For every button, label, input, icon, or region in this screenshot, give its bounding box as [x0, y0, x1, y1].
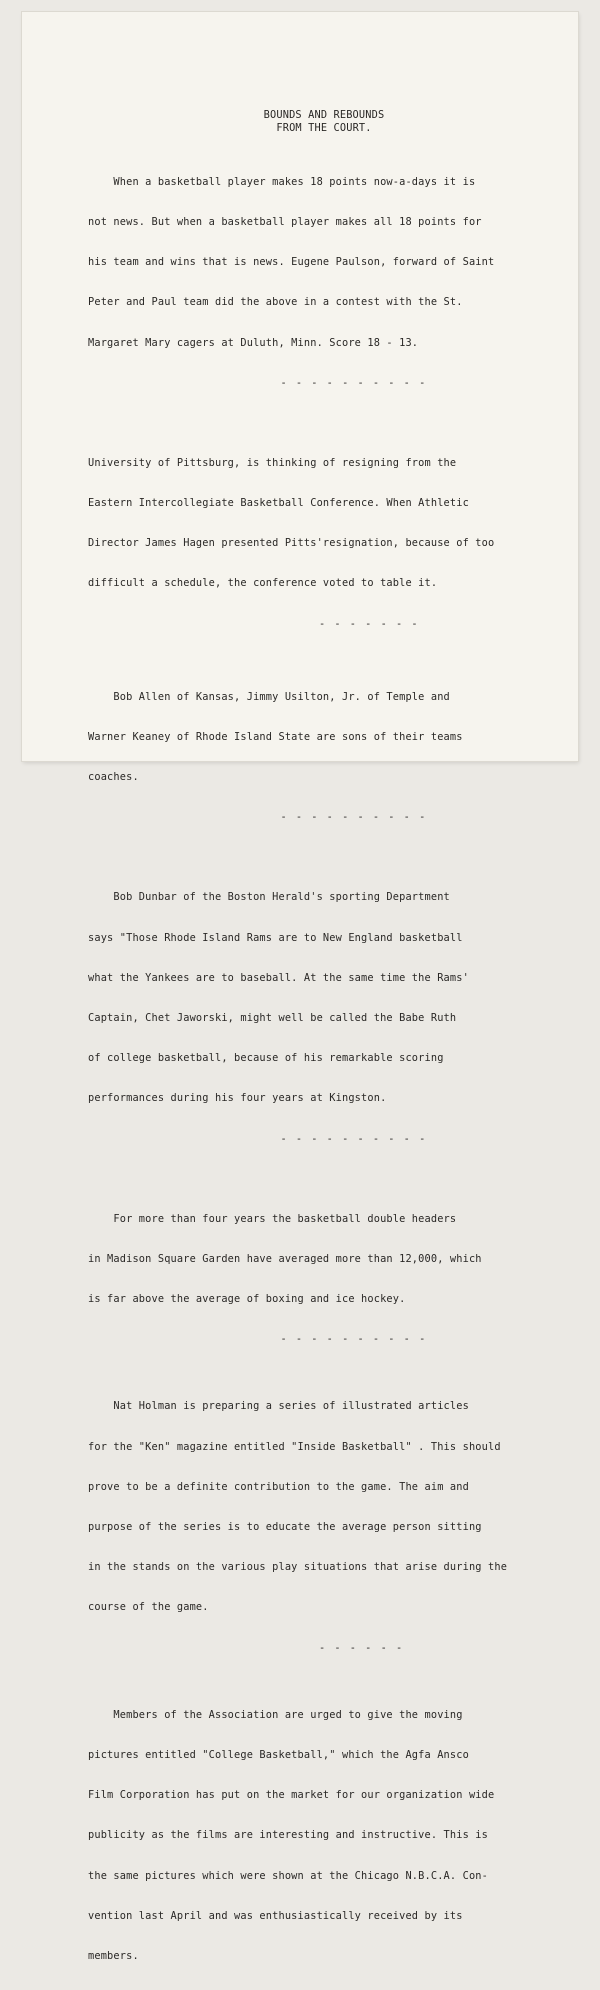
text-line: Members of the Association are urged to give the moving — [88, 1708, 463, 1721]
paragraph-pittsburg — [88, 430, 568, 658]
text-line: members. — [88, 1950, 139, 1963]
paragraph-rhode-island-rams — [88, 865, 568, 1173]
text-line: performances during his four years at Kingston. — [88, 1092, 387, 1105]
paragraph-paulson — [88, 149, 568, 417]
text-line: pictures entitled "College Basketball," which the Agfa Ansco — [88, 1748, 469, 1761]
text-line: Bob Allen of Kansas, Jimmy Usilton, Jr. of Temple and — [88, 690, 450, 703]
text-line: Film Corporation has put on the market for our organization wide — [88, 1789, 495, 1802]
text-line: For more than four years the basketball double headers — [88, 1212, 457, 1225]
text-line: Margaret Mary cagers at Duluth, Minn. Score 18 - 13. — [88, 336, 419, 349]
dash-separator: - - - - - - — [88, 1641, 404, 1654]
text-line: his team and wins that is news. Eugene Paulson, forward of Saint — [88, 256, 495, 269]
text-line: University of Pittsburg, is thinking of resigning from the — [88, 456, 457, 469]
paragraph-nat-holman — [88, 1374, 568, 1682]
text-line: Nat Holman is preparing a series of illustrated articles — [88, 1400, 469, 1413]
document-page — [22, 12, 578, 1963]
document-title — [80, 109, 568, 136]
text-line: Captain, Chet Jaworski, might well be called the Babe Ruth — [88, 1012, 457, 1024]
text-line: Bob Dunbar of the Boston Herald's sporting Department — [88, 891, 450, 904]
dash-separator: - - - - - - - - - - — [88, 811, 427, 824]
paragraph-college-basketball-film — [88, 1682, 568, 1990]
text-line: Director James Hagen presented Pitts'resignation, because of too — [88, 537, 495, 550]
text-line: of college basketball, because of his remarkable scoring — [88, 1052, 444, 1065]
dash-separator: - - - - - - - - - - — [88, 1132, 427, 1145]
text-line: is far above the average of boxing and ice hockey. — [88, 1293, 406, 1306]
text-line: prove to be a definite contribution to the game. The aim and — [88, 1480, 469, 1493]
text-line: When a basketball player makes 18 points now-a-days it is — [88, 175, 476, 188]
text-line: what the Yankees are to baseball. At the same time the Rams' — [88, 971, 469, 984]
text-line: Peter and Paul team did the above in a contest with the St. — [88, 296, 463, 309]
paragraph-madison-square-garden — [88, 1186, 568, 1374]
text-line: the same pictures which were shown at the Chicago N.B.C.A. Con- — [88, 1869, 489, 1882]
dash-separator: - - - - - - - - - - — [88, 1333, 427, 1346]
text-line: coaches. — [88, 771, 139, 784]
text-line: vention last April and was enthusiastically received by its — [88, 1909, 463, 1922]
text-line: in the stands on the various play situations that arise during the — [88, 1561, 508, 1574]
text-line: for the "Ken" magazine entitled "Inside Basketball" . This should — [88, 1440, 501, 1453]
dash-separator: - - - - - - - — [88, 617, 420, 630]
text-line: Eastern Intercollegiate Basketball Conference. When Athletic — [88, 496, 469, 509]
text-line: not news. But when a basketball player makes all 18 points for — [88, 215, 482, 228]
dash-separator: - - - - - - - - - - — [88, 376, 427, 389]
title-line-1: BOUNDS AND REBOUNDS — [263, 109, 385, 121]
text-line: course of the game. — [88, 1601, 209, 1614]
text-line: says "Those Rhode Island Rams are to New England basketball — [88, 931, 463, 944]
text-line: publicity as the films are interesting and instructive. This is — [88, 1829, 489, 1842]
text-line: difficult a schedule, the conference voted to table it. — [88, 577, 438, 590]
title-line-2: FROM THE COURT. — [276, 122, 372, 135]
text-line: purpose of the series is to educate the average person sitting — [88, 1521, 482, 1534]
text-line: in Madison Square Garden have averaged more than 12,000, which — [88, 1252, 482, 1265]
paragraph-coaches-sons — [88, 664, 568, 852]
text-line: Warner Keaney of Rhode Island State are sons of their teams — [88, 730, 463, 743]
typed-text — [88, 109, 568, 1990]
